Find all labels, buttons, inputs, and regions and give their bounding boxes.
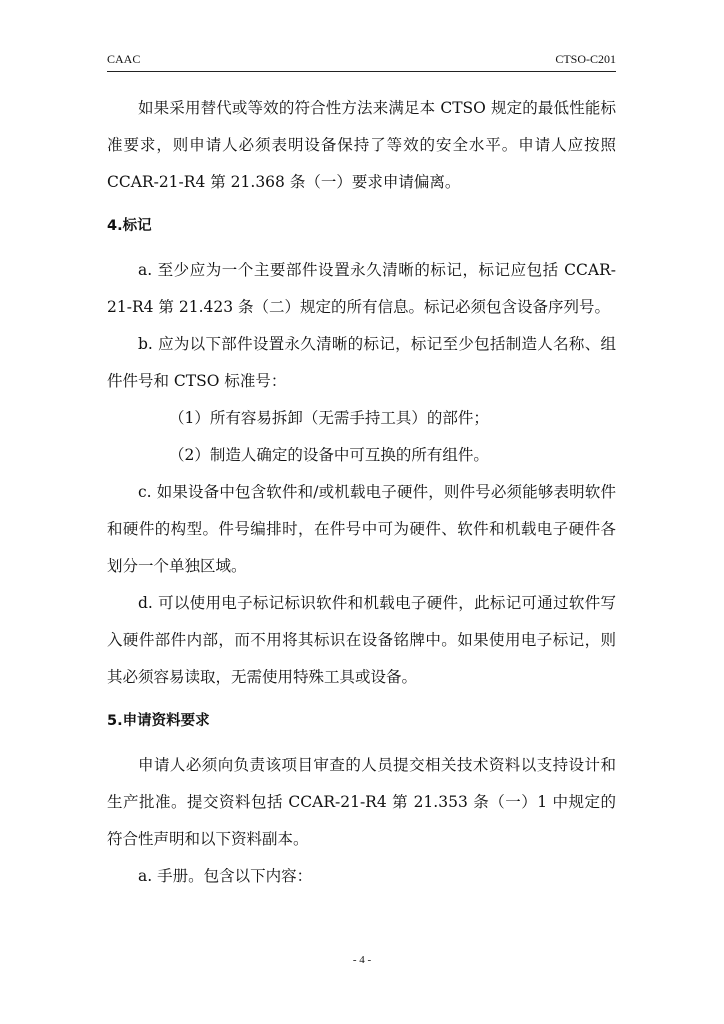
document-body <box>107 90 616 895</box>
paragraph-marking-a: a. 至少应为一个主要部件设置永久清晰的标记，标记应包括 CCAR-21-R4 第 21.423 条（二）规定的所有信息。标记必须包含设备序列号。 <box>107 261 616 316</box>
paragraph-marking-b2: （2）制造人确定的设备中可互换的所有组件。 <box>169 446 489 464</box>
paragraph-manual: a. 手册。包含以下内容： <box>138 867 313 885</box>
paragraph-marking-c: c. 如果设备中包含软件和/或机载电子硬件，则件号必须能够表明软件和硬件的构型。件号编排时，在件号中可为硬件、软件和机载电子硬件各划分一个单独区域。 <box>107 483 616 575</box>
section-heading-application-data: 5.申请资料要求 <box>107 713 210 729</box>
header-right-text: CTSO-C201 <box>555 52 616 66</box>
header-left-text: CAAC <box>107 52 141 66</box>
paragraph-equivalent-compliance: 如果采用替代或等效的符合性方法来满足本 CTSO 规定的最低性能标准要求，则申请人必须表明设备保持了等效的安全水平。申请人应按照 CCAR-21-R4 第 21.368 条（一）要求申请偏离。 <box>107 99 616 191</box>
page-number: - 4 - <box>352 954 372 966</box>
section-heading-marking: 4.标记 <box>107 218 152 234</box>
paragraph-marking-d: d. 可以使用电子标记标识软件和机载电子硬件，此标记可通过软件写入硬件部件内部，而不用将其标识在设备铭牌中。如果使用电子标记，则其必须容易读取，无需使用特殊工具或设备。 <box>107 594 616 686</box>
paragraph-marking-b: b. 应为以下部件设置永久清晰的标记，标记至少包括制造人名称、组件件号和 CTSO 标准号： <box>107 335 616 390</box>
paragraph-marking-b1: （1）所有容易拆卸（无需手持工具）的部件； <box>169 409 489 427</box>
page-header <box>107 52 616 70</box>
header-divider <box>107 71 616 72</box>
paragraph-application-data: 申请人必须向负责该项目审查的人员提交相关技术资料以支持设计和生产批准。提交资料包括 CCAR-21-R4 第 21.353 条（一）1 中规定的符合性声明和以下资料副本。 <box>107 756 616 848</box>
